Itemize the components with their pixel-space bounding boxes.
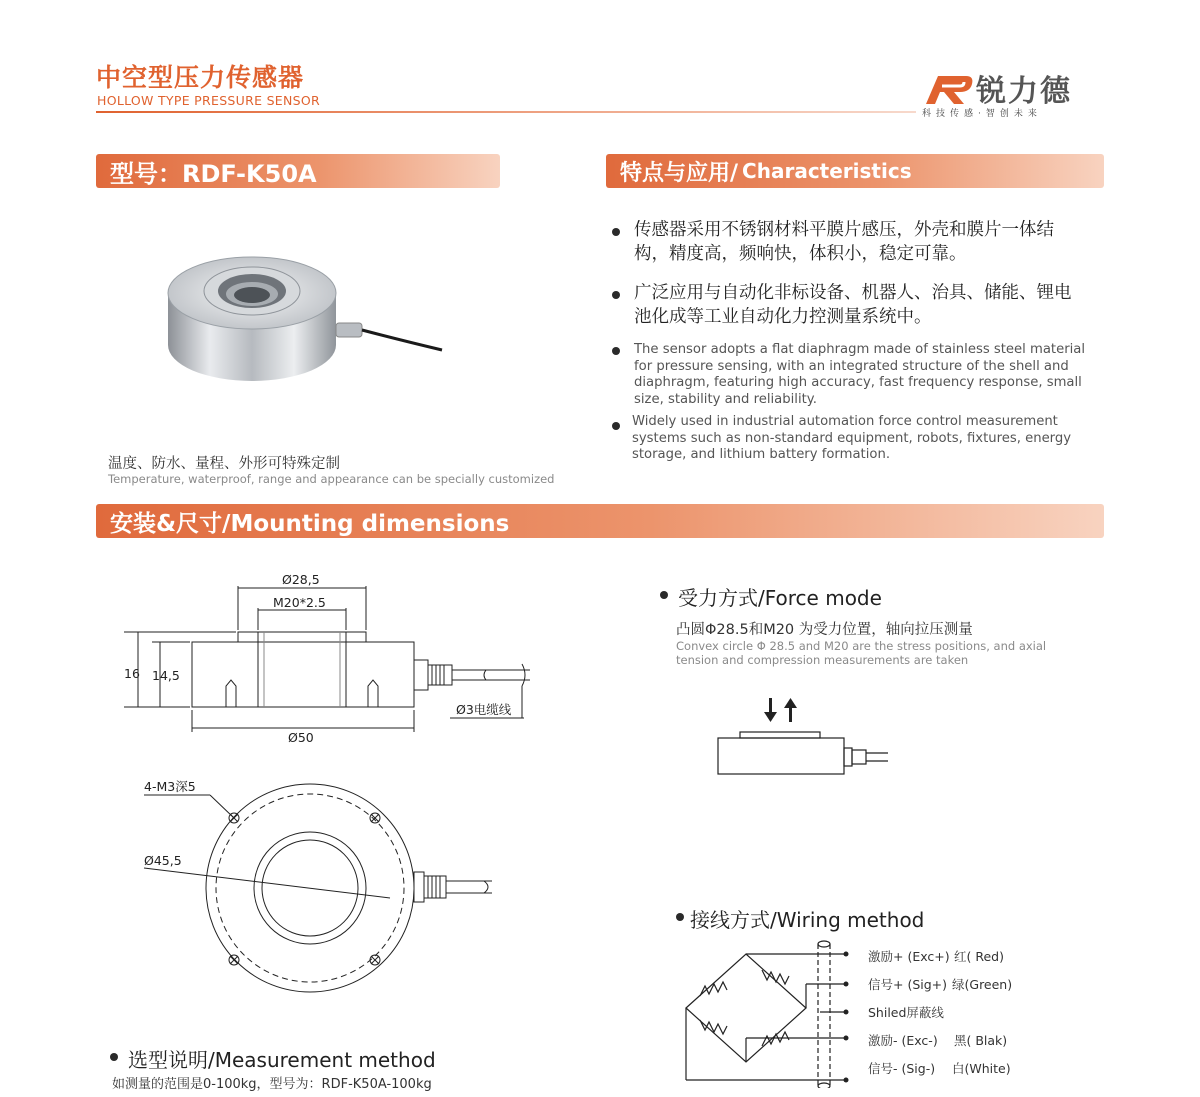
characteristics-heading-cn: 特点与应用/ bbox=[620, 160, 739, 186]
model-label: 型号：RDF-K50A bbox=[110, 159, 317, 188]
measurement-note: 如测量的范围是0-100kg，型号为：RDF-K50A-100kg bbox=[112, 1077, 432, 1092]
customization-note-en: Temperature, waterproof, range and appearance can be specially customized bbox=[108, 472, 555, 486]
product-photo bbox=[160, 245, 460, 385]
side-view-drawing bbox=[110, 560, 530, 750]
force-mode-note-cn: 凸圆Φ28.5和M20 为受力位置，轴向拉压测量 bbox=[676, 622, 973, 638]
wire-color-5: 白(White) bbox=[952, 1061, 1011, 1076]
wire-signal-3: Shiled屏蔽线 bbox=[868, 1005, 944, 1020]
bullet-dot bbox=[612, 347, 620, 355]
characteristics-bar bbox=[606, 154, 1104, 188]
brand-name: 锐力德 bbox=[976, 74, 1072, 109]
mounting-bar bbox=[96, 504, 1104, 538]
characteristics-heading-en: Characteristics bbox=[742, 159, 912, 183]
model-bar bbox=[96, 154, 500, 188]
force-mode-diagram bbox=[712, 692, 892, 782]
dim-body-diameter: Ø50 bbox=[288, 730, 314, 745]
header-divider bbox=[96, 111, 916, 113]
characteristic-en-2: Widely used in industrial automation force control measurement systems such as non-standard equipment, robots, fixtures, energy storage, and lithium battery formation. bbox=[632, 414, 1072, 462]
force-mode-heading: 受力方式/Force mode bbox=[678, 586, 882, 610]
characteristic-cn-2: 广泛应用与自动化非标设备、机器人、治具、储能、锂电池化成等工业自动化力控测量系统中。 bbox=[634, 283, 1072, 327]
force-mode-note-en: Convex circle Φ 28.5 and M20 are the stress positions, and axial tension and compression measurements are taken bbox=[676, 639, 1047, 667]
mounting-heading: 安装&尺寸/Mounting dimensions bbox=[110, 510, 510, 537]
wire-color-1: 红( Red) bbox=[954, 949, 1004, 964]
dim-height-body: 14,5 bbox=[152, 668, 180, 683]
dim-height-total: 16 bbox=[124, 666, 140, 681]
brand-slogan: 科技传感·智创未来 bbox=[922, 109, 1042, 119]
dim-boss-diameter: Ø28,5 bbox=[282, 572, 320, 587]
wire-signal-2: 信号+ (Sig+) bbox=[868, 977, 948, 992]
dim-cable: Ø3电缆线 bbox=[456, 702, 512, 717]
customization-note-cn: 温度、防水、量程、外形可特殊定制 bbox=[108, 456, 340, 472]
top-view-drawing bbox=[130, 768, 510, 1018]
bullet-dot bbox=[612, 291, 620, 299]
wire-color-2: 绿(Green) bbox=[952, 977, 1013, 992]
characteristic-cn-1: 传感器采用不锈钢材料平膜片感压，外壳和膜片一体结构，精度高，频响快，体积小，稳定可靠。 bbox=[634, 220, 1054, 264]
force-arrows-icon bbox=[764, 698, 797, 722]
wire-signal-5: 信号- (Sig-) bbox=[868, 1061, 936, 1076]
bullet-dot bbox=[612, 228, 620, 236]
wire-color-4: 黑( Blak) bbox=[954, 1033, 1008, 1048]
page-title: 中空型压力传感器 bbox=[96, 63, 305, 92]
characteristic-en-1: The sensor adopts a flat diaphragm made of stainless steel material for pressure sensing, with an integrated structure of the shell and diaphragm, featuring high accuracy, fast frequency response, small size, stability and reliability. bbox=[634, 342, 1086, 407]
wiring-heading: 接线方式/Wiring method bbox=[690, 908, 925, 932]
bullet-dot bbox=[110, 1053, 118, 1061]
page-subtitle: HOLLOW TYPE PRESSURE SENSOR bbox=[97, 93, 321, 108]
measurement-heading: 选型说明/Measurement method bbox=[128, 1048, 436, 1072]
bullet-dot bbox=[660, 591, 668, 599]
wire-signal-4: 激励- (Exc-) bbox=[868, 1033, 938, 1048]
wiring-bridge-diagram bbox=[680, 938, 870, 1088]
dim-mount-holes: 4-M3深5 bbox=[144, 779, 196, 794]
dim-pitch-circle: Ø45,5 bbox=[144, 853, 182, 868]
bullet-dot bbox=[612, 422, 620, 430]
wire-signal-1: 激励+ (Exc+) bbox=[868, 949, 950, 964]
bullet-dot bbox=[676, 913, 684, 921]
dim-thread: M20*2.5 bbox=[273, 595, 326, 610]
